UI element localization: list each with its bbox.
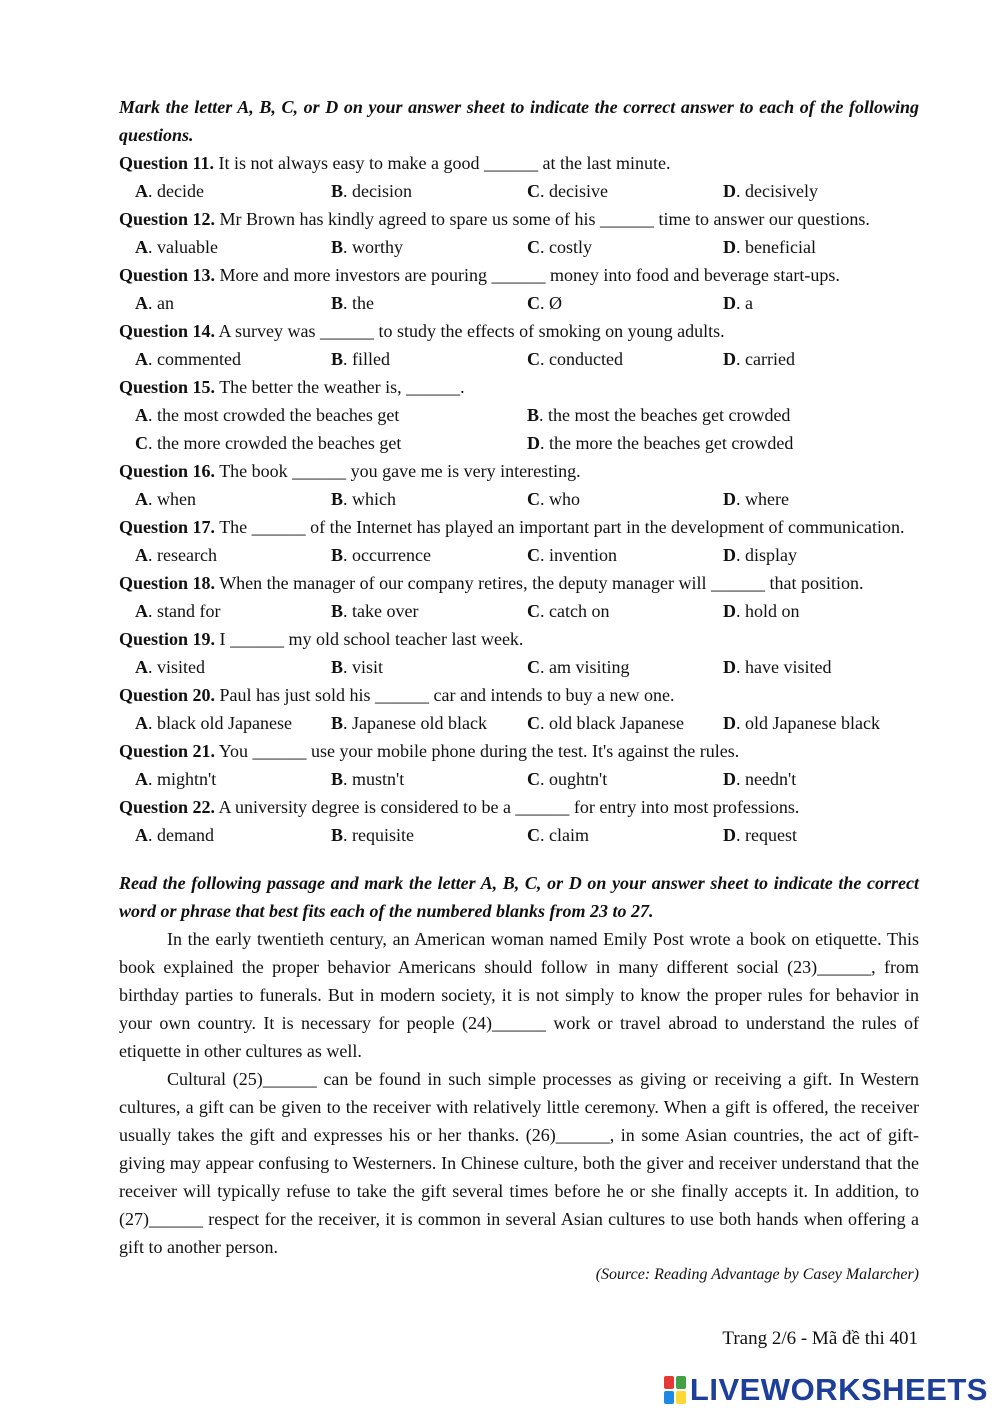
answer-option-d[interactable] <box>723 485 919 513</box>
answer-option-b[interactable] <box>331 177 527 205</box>
option-letter: D <box>723 237 736 257</box>
option-text: . visit <box>343 657 384 677</box>
answer-option-d[interactable] <box>723 541 919 569</box>
answer-option-a[interactable] <box>135 401 527 429</box>
option-text: . an <box>148 293 174 313</box>
question-number: Question 21. <box>119 741 216 761</box>
question-17 <box>119 513 919 541</box>
option-text: . filled <box>343 349 391 369</box>
answer-option-a[interactable] <box>135 653 331 681</box>
answer-option-a[interactable] <box>135 597 331 625</box>
answer-option-d[interactable] <box>723 709 919 737</box>
option-text: . the <box>343 293 375 313</box>
option-text: . oughtn't <box>540 769 608 789</box>
answer-options <box>119 233 919 261</box>
answer-option-c[interactable] <box>527 541 723 569</box>
option-letter: B <box>331 713 344 733</box>
question-number: Question 19. <box>119 629 216 649</box>
option-letter: D <box>527 433 540 453</box>
option-letter: B <box>331 489 344 509</box>
option-text: . decide <box>148 181 204 201</box>
option-letter: A <box>135 713 148 733</box>
question-text: A university degree is considered to be a ______ for entry into most professions. <box>215 797 800 817</box>
question-11 <box>119 149 919 177</box>
option-text: . am visiting <box>540 657 630 677</box>
answer-option-a[interactable] <box>135 345 331 373</box>
answer-option-b[interactable] <box>331 597 527 625</box>
option-text: . stand for <box>148 601 221 621</box>
question-number: Question 17. <box>119 517 216 537</box>
option-letter: A <box>135 349 148 369</box>
answer-option-d[interactable] <box>723 177 919 205</box>
passage-paragraph-2: Cultural (25)______ can be found in such simple processes as giving or receiving a gift. In Western cultures, a gift can be given to the receiver with relatively little ceremony. When a gift is offered, the receiver usually takes the gift and expresses his or her thanks. (26)______, in some Asian countries, the act of gift-giving may appear confusing to Westerners. In Chinese culture, both the giver and receiver understand that the receiver will typically refuse to take the gift several times before he or she finally accepts it. In addition, to (27)______ respect for the receiver, it is common in several Asian cultures to use both hands when offering a gift to another person. <box>119 1069 919 1257</box>
answer-options <box>119 597 919 625</box>
answer-options <box>119 345 919 373</box>
logo-grid-icon <box>664 1376 686 1404</box>
answer-option-b[interactable] <box>331 821 527 849</box>
logo-square-4 <box>676 1391 686 1404</box>
question-16 <box>119 457 919 485</box>
answer-options <box>119 401 919 429</box>
answer-option-c[interactable] <box>527 177 723 205</box>
option-text: . old black Japanese <box>540 713 684 733</box>
answer-option-c[interactable] <box>527 233 723 261</box>
option-letter: A <box>135 237 148 257</box>
answer-option-a[interactable] <box>135 821 331 849</box>
answer-option-c[interactable] <box>527 709 723 737</box>
answer-option-b[interactable] <box>331 233 527 261</box>
answer-option-d[interactable] <box>723 765 919 793</box>
question-15 <box>119 373 919 401</box>
option-letter: B <box>331 181 344 201</box>
instruction-passage: Read the following passage and mark the letter A, B, C, or D on your answer sheet to indicate the correct word or phrase that best fits each of the numbered blanks from 23 to 27. <box>119 873 919 921</box>
answer-option-d[interactable] <box>723 289 919 317</box>
option-letter: A <box>135 825 148 845</box>
option-letter: A <box>135 489 148 509</box>
option-text: . occurrence <box>343 545 431 565</box>
option-text: . commented <box>148 349 241 369</box>
instruction-questions: Mark the letter A, B, C, or D on your answer sheet to indicate the correct answer to each of the following questions. <box>119 97 919 145</box>
option-text: . black old Japanese <box>148 713 292 733</box>
option-text: . the more the beaches get crowded <box>540 433 794 453</box>
question-number: Question 22. <box>119 797 216 817</box>
option-text: . invention <box>540 545 617 565</box>
option-letter: D <box>723 293 736 313</box>
option-text: . decisively <box>736 181 818 201</box>
question-number: Question 13. <box>119 265 216 285</box>
option-text: . take over <box>343 601 419 621</box>
answer-option-b[interactable] <box>527 401 919 429</box>
answer-option-b[interactable] <box>331 289 527 317</box>
question-number: Question 16. <box>119 461 216 481</box>
answer-options <box>119 653 919 681</box>
logo-square-1 <box>664 1376 674 1389</box>
answer-option-c[interactable] <box>527 345 723 373</box>
answer-option-a[interactable] <box>135 177 331 205</box>
answer-option-c[interactable] <box>527 289 723 317</box>
option-letter: D <box>723 713 736 733</box>
option-letter: B <box>331 349 344 369</box>
option-text: . carried <box>736 349 795 369</box>
option-text: . the most the beaches get crowded <box>539 405 791 425</box>
answer-option-a[interactable] <box>135 289 331 317</box>
question-number: Question 11. <box>119 153 215 173</box>
option-text: . worthy <box>343 237 404 257</box>
question-12 <box>119 205 919 233</box>
question-14 <box>119 317 919 345</box>
question-text: More and more investors are pouring ______ money into food and beverage start-ups. <box>215 265 840 285</box>
answer-option-c[interactable] <box>527 653 723 681</box>
question-text: The better the weather is, ______. <box>215 377 465 397</box>
passage-paragraph-1: In the early twentieth century, an American woman named Emily Post wrote a book on etiquette. This book explained the proper behavior Americans should follow in many different social (23)______, from birthday parties to funerals. But in modern society, it is not simply to know the proper rules for behavior in your own country. It is necessary for people (24)______ work or travel abroad to understand the rules of etiquette in other cultures as well. <box>119 929 919 1061</box>
option-letter: D <box>723 545 736 565</box>
passage-source: (Source: Reading Advantage by Casey Malarcher) <box>595 1266 919 1283</box>
answer-option-a[interactable] <box>135 485 331 513</box>
option-text: . conducted <box>540 349 623 369</box>
question-number: Question 20. <box>119 685 216 705</box>
answer-options <box>119 765 919 793</box>
question-19 <box>119 625 919 653</box>
option-letter: B <box>331 769 344 789</box>
option-letter: D <box>723 181 736 201</box>
option-letter: B <box>331 601 344 621</box>
answer-option-b[interactable] <box>331 541 527 569</box>
option-text: . Japanese old black <box>343 713 487 733</box>
option-letter: C <box>527 769 540 789</box>
answer-options <box>119 821 919 849</box>
option-text: . the more crowded the beaches get <box>148 433 402 453</box>
option-letter: B <box>527 405 540 425</box>
option-letter: A <box>135 601 148 621</box>
option-text: . catch on <box>540 601 610 621</box>
option-letter: B <box>331 657 344 677</box>
answer-option-d[interactable] <box>527 429 919 457</box>
option-letter: C <box>527 657 540 677</box>
option-letter: B <box>331 293 344 313</box>
page-footer: Trang 2/6 - Mã đề thi 401 <box>722 1328 918 1349</box>
option-text: . where <box>736 489 789 509</box>
answer-option-c[interactable] <box>135 429 527 457</box>
answer-option-d[interactable] <box>723 597 919 625</box>
option-text: . old Japanese black <box>736 713 880 733</box>
option-letter: B <box>331 825 344 845</box>
option-letter: B <box>331 237 344 257</box>
question-20 <box>119 681 919 709</box>
option-text: . decisive <box>540 181 608 201</box>
answer-option-c[interactable] <box>527 485 723 513</box>
option-text: . a <box>736 293 753 313</box>
option-letter: C <box>527 713 540 733</box>
option-letter: C <box>527 545 540 565</box>
option-text: . display <box>736 545 797 565</box>
answer-option-c[interactable] <box>527 821 723 849</box>
question-text: The ______ of the Internet has played an important part in the development of communication. <box>215 517 905 537</box>
logo-square-3 <box>664 1391 674 1404</box>
option-letter: C <box>527 349 540 369</box>
question-text: The book ______ you gave me is very interesting. <box>215 461 581 481</box>
exam-page <box>119 93 919 1289</box>
option-text: . visited <box>148 657 205 677</box>
answer-option-b[interactable] <box>331 345 527 373</box>
answer-option-a[interactable] <box>135 765 331 793</box>
question-21 <box>119 737 919 765</box>
option-letter: C <box>527 825 540 845</box>
option-letter: D <box>723 489 736 509</box>
question-18 <box>119 569 919 597</box>
answer-option-c[interactable] <box>527 597 723 625</box>
question-number: Question 14. <box>119 321 216 341</box>
option-text: . the most crowded the beaches get <box>148 405 400 425</box>
question-number: Question 18. <box>119 573 216 593</box>
answer-option-a[interactable] <box>135 541 331 569</box>
option-letter: D <box>723 769 736 789</box>
question-text: When the manager of our company retires, the deputy manager will ______ that position. <box>215 573 864 593</box>
option-letter: B <box>331 545 344 565</box>
answer-options <box>119 289 919 317</box>
option-text: . requisite <box>343 825 414 845</box>
option-text: . when <box>148 489 196 509</box>
question-text: I ______ my old school teacher last week. <box>215 629 524 649</box>
answer-option-b[interactable] <box>331 765 527 793</box>
answer-options <box>119 429 919 457</box>
answer-option-d[interactable] <box>723 821 919 849</box>
answer-option-b[interactable] <box>331 709 527 737</box>
option-text: . which <box>343 489 397 509</box>
answer-option-a[interactable] <box>135 709 331 737</box>
option-text: . needn't <box>736 769 797 789</box>
option-letter: C <box>527 489 540 509</box>
question-22 <box>119 793 919 821</box>
option-letter: C <box>527 601 540 621</box>
answer-option-b[interactable] <box>331 485 527 513</box>
answer-option-d[interactable] <box>723 653 919 681</box>
option-text: . Ø <box>540 293 562 313</box>
option-letter: D <box>723 657 736 677</box>
answer-option-d[interactable] <box>723 345 919 373</box>
option-letter: C <box>527 293 540 313</box>
answer-options <box>119 177 919 205</box>
option-text: . who <box>540 489 580 509</box>
option-letter: A <box>135 405 148 425</box>
option-letter: C <box>135 433 148 453</box>
option-text: . valuable <box>148 237 218 257</box>
answer-options <box>119 709 919 737</box>
answer-option-c[interactable] <box>527 765 723 793</box>
question-text: You ______ use your mobile phone during the test. It's against the rules. <box>215 741 740 761</box>
answer-option-d[interactable] <box>723 233 919 261</box>
logo-text: LIVEWORKSHEETS <box>689 1372 988 1407</box>
option-letter: C <box>527 237 540 257</box>
option-letter: A <box>135 769 148 789</box>
option-text: . decision <box>343 181 413 201</box>
liveworksheets-logo[interactable] <box>664 1372 988 1408</box>
question-text: Paul has just sold his ______ car and intends to buy a new one. <box>215 685 675 705</box>
logo-square-2 <box>676 1376 686 1389</box>
question-number: Question 15. <box>119 377 216 397</box>
option-letter: A <box>135 657 148 677</box>
option-text: . claim <box>540 825 589 845</box>
option-text: . mustn't <box>343 769 405 789</box>
option-letter: C <box>527 181 540 201</box>
option-letter: D <box>723 601 736 621</box>
option-letter: A <box>135 545 148 565</box>
question-text: It is not always easy to make a good ______ at the last minute. <box>214 153 671 173</box>
option-text: . beneficial <box>736 237 816 257</box>
answer-option-b[interactable] <box>331 653 527 681</box>
option-text: . hold on <box>736 601 800 621</box>
option-text: . costly <box>540 237 592 257</box>
question-list <box>119 149 919 849</box>
question-number: Question 12. <box>119 209 216 229</box>
question-text: Mr Brown has kindly agreed to spare us some of his ______ time to answer our questions. <box>215 209 870 229</box>
answer-option-a[interactable] <box>135 233 331 261</box>
option-letter: D <box>723 825 736 845</box>
option-letter: A <box>135 181 148 201</box>
question-13 <box>119 261 919 289</box>
question-text: A survey was ______ to study the effects of smoking on young adults. <box>215 321 725 341</box>
option-text: . research <box>148 545 217 565</box>
option-text: . request <box>736 825 797 845</box>
answer-options <box>119 541 919 569</box>
answer-options <box>119 485 919 513</box>
option-text: . demand <box>148 825 214 845</box>
option-text: . mightn't <box>148 769 217 789</box>
option-letter: D <box>723 349 736 369</box>
option-text: . have visited <box>736 657 832 677</box>
option-letter: A <box>135 293 148 313</box>
